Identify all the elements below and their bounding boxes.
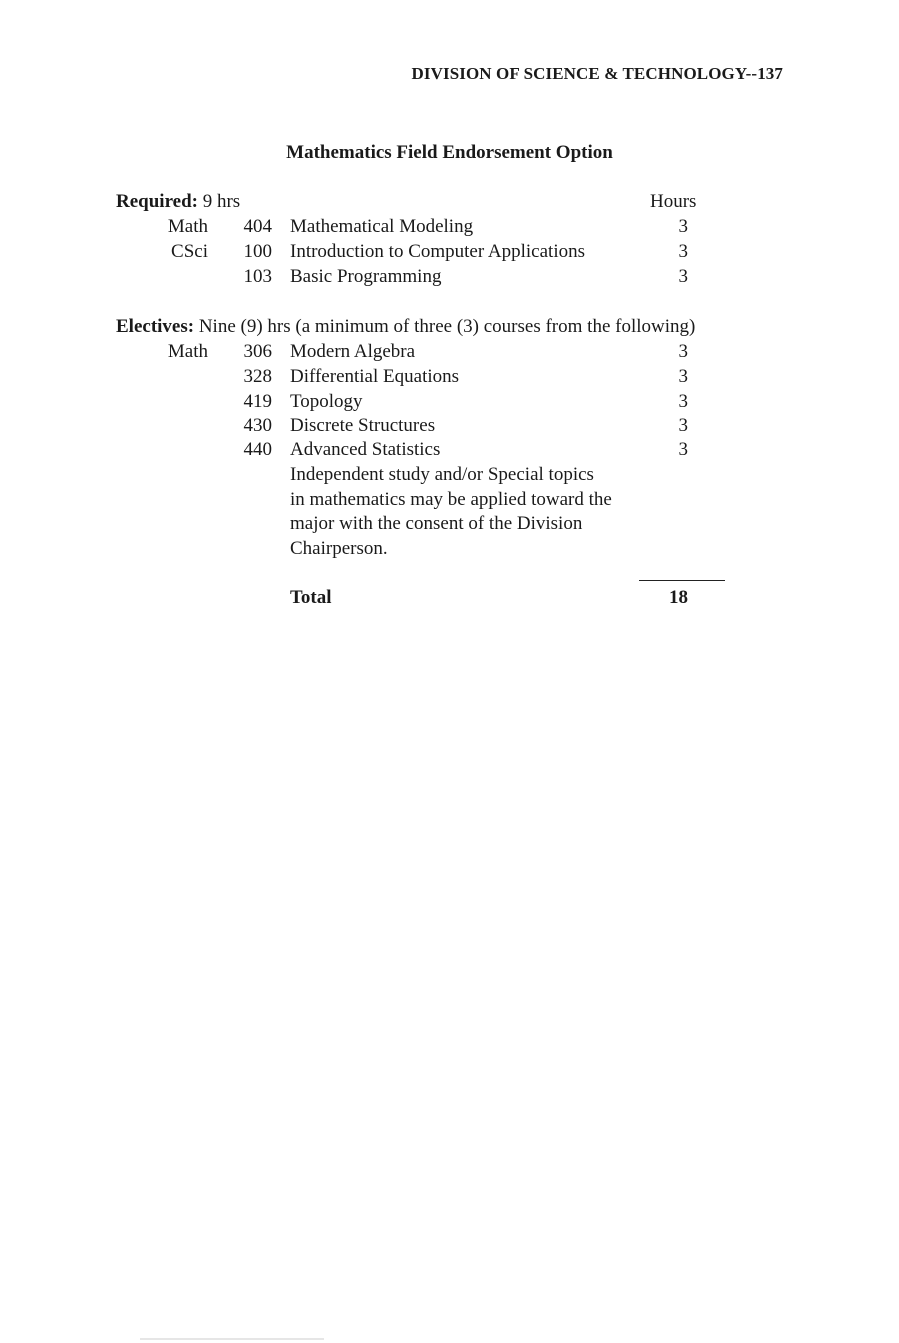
note-line: Chairperson. [290,538,388,559]
electives-heading [116,315,695,340]
course-title: Discrete Structures [290,415,436,436]
course-title: Basic Programming [290,266,442,287]
total-label: Total [290,587,332,608]
course-number: 306 [243,341,272,362]
course-number: 404 [243,216,272,237]
course-number: 100 [243,241,272,262]
course-hours: 3 [678,241,688,262]
course-title: Modern Algebra [290,341,416,362]
course-subject: Math [167,341,208,362]
course-number: 419 [243,391,272,412]
course-hours: 3 [678,266,688,287]
course-title: Mathematical Modeling [290,216,474,237]
total-value: 18 [669,587,688,608]
course-subject: Math [167,216,208,237]
page-title: Mathematics Field Endorsement Option [286,142,613,163]
required-text: 9 hrs [197,191,241,212]
course-title: Introduction to Computer Applications [290,241,585,262]
course-number: 430 [243,415,272,436]
required-heading [116,190,240,215]
required-label: Required: [116,191,198,212]
course-hours: 3 [678,415,688,436]
course-title: Advanced Statistics [290,439,441,460]
page-header: DIVISION OF SCIENCE & TECHNOLOGY--137 [411,64,783,83]
note-line: major with the consent of the Division [290,513,583,534]
course-hours: 3 [678,341,688,362]
course-number: 440 [243,439,272,460]
total-rule [639,580,725,581]
note-line: in mathematics may be applied toward the [290,489,612,510]
course-hours: 3 [678,391,688,412]
course-title: Differential Equations [290,366,460,387]
course-number: 328 [243,366,272,387]
note-line: Independent study and/or Special topics [290,464,594,485]
hours-column-header: Hours [650,191,697,212]
electives-label: Electives: [116,316,195,337]
course-subject: CSci [171,241,208,262]
course-title: Topology [290,391,363,412]
course-number: 103 [243,266,272,287]
page-edge-mark [140,1338,324,1340]
electives-text: Nine (9) hrs (a minimum of three (3) courses from the following) [194,316,696,337]
course-hours: 3 [678,439,688,460]
course-hours: 3 [678,216,688,237]
course-hours: 3 [678,366,688,387]
